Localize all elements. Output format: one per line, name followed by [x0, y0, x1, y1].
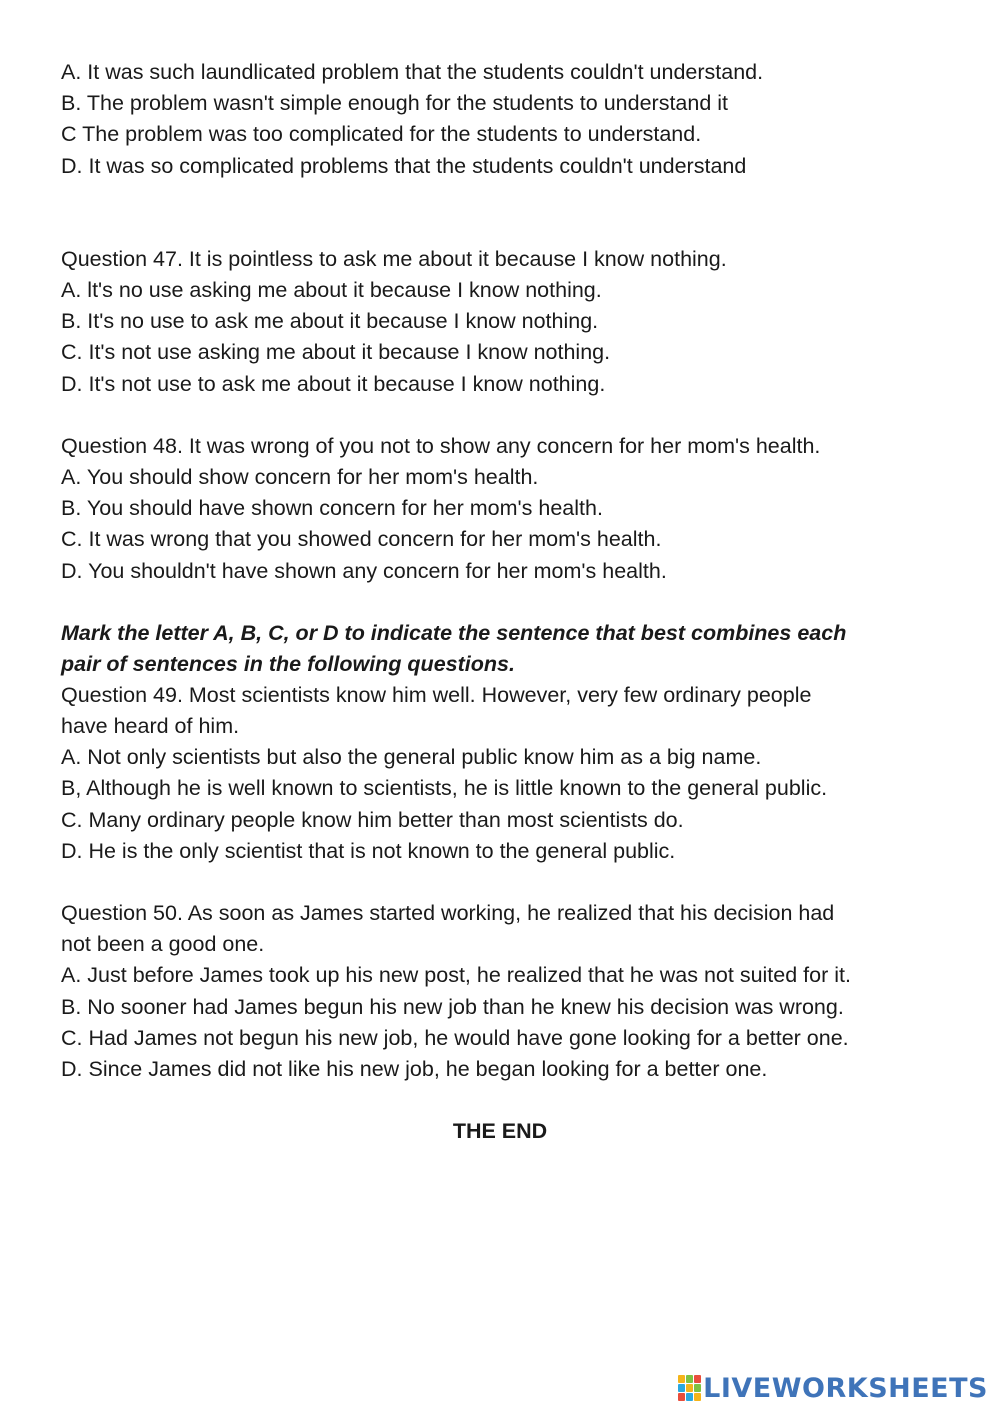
liveworksheets-logo-icon	[678, 1375, 700, 1401]
option-a: A. lt's no use asking me about it because I know nothing.	[61, 278, 602, 303]
option-c: C. It was wrong that you showed concern for her mom's health.	[61, 527, 662, 552]
option-c: C. Many ordinary people know him better than most scientists do.	[61, 807, 684, 832]
option-c: C. It's not use asking me about it because I know nothing.	[61, 340, 611, 365]
question-prompt-line-1: Question 49. Most scientists know him well. However, very few ordinary people	[61, 682, 812, 707]
option-b: B. No sooner had James begun his new job than he knew his decision was wrong.	[61, 994, 844, 1019]
option-b: B. The problem wasn't simple enough for the students to understand it	[61, 91, 729, 116]
option-d: D. It was so complicated problems that the students couldn't understand	[61, 153, 747, 178]
question-prompt: Question 48. It was wrong of you not to show any concern for her mom's health.	[61, 433, 821, 458]
question-49	[61, 680, 961, 867]
option-b: B. You should have shown concern for her mom's health.	[61, 496, 603, 521]
option-c: C The problem was too complicated for the students to understand.	[61, 122, 702, 147]
spacer	[61, 182, 961, 244]
spacer	[61, 587, 961, 618]
option-d: D. He is the only scientist that is not known to the general public.	[61, 838, 676, 863]
question-prompt: Question 47. It is pointless to ask me about it because I know nothing.	[61, 246, 727, 271]
option-d: D. Since James did not like his new job, he began looking for a better one.	[61, 1057, 768, 1082]
question-prompt-line-2: not been a good one.	[61, 932, 265, 957]
liveworksheets-logo[interactable]	[678, 1373, 988, 1403]
option-a: A. You should show concern for her mom's health.	[61, 465, 539, 490]
option-a: A. Not only scientists but also the general public know him as a big name.	[61, 745, 762, 770]
question-48	[61, 431, 961, 587]
the-end-heading: THE END	[452, 1119, 548, 1144]
spacer	[61, 1085, 961, 1116]
option-b: B, Although he is well known to scientists, he is little known to the general public.	[61, 776, 828, 801]
option-c: C. Had James not begun his new job, he would have gone looking for a better one.	[61, 1025, 849, 1050]
instruction-line-2: pair of sentences in the following questions.	[61, 651, 515, 676]
question-50	[61, 898, 961, 1085]
option-d: D. It's not use to ask me about it because I know nothing.	[61, 371, 606, 396]
question-prompt-line-1: Question 50. As soon as James started working, he realized that his decision had	[61, 901, 835, 926]
option-a: A. It was such laundlicated problem that the students couldn't understand.	[61, 60, 764, 84]
spacer	[61, 867, 961, 898]
question-prompt-line-2: have heard of him.	[61, 714, 240, 739]
section-instruction	[61, 618, 961, 680]
question-47	[61, 244, 961, 400]
option-a: A. Just before James took up his new post, he realized that he was not suited for it.	[61, 963, 851, 988]
logo-text: LIVEWORKSHEETS	[703, 1372, 988, 1404]
instruction-line-1: Mark the letter A, B, C, or D to indicate the sentence that best combines each	[61, 620, 847, 645]
option-d: D. You shouldn't have shown any concern for her mom's health.	[61, 558, 667, 583]
spacer	[61, 400, 961, 431]
option-b: B. It's no use to ask me about it because I know nothing.	[61, 309, 599, 334]
worksheet-page	[61, 57, 961, 1147]
question-46-options	[61, 57, 961, 182]
